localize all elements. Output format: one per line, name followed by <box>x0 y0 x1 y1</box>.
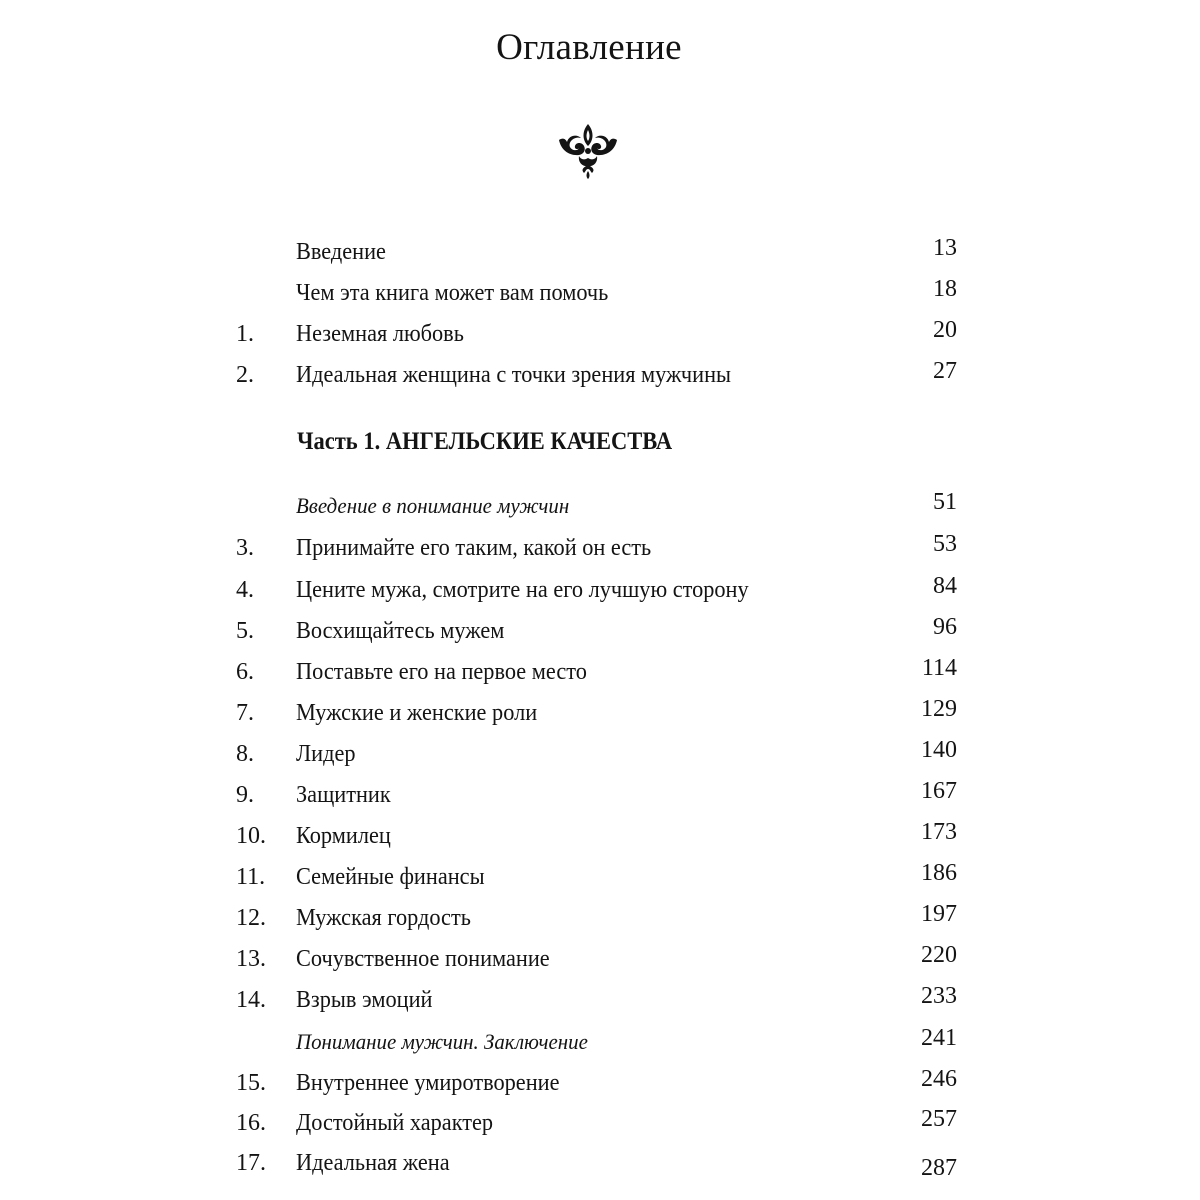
entry-page: 173 <box>921 819 957 845</box>
entry-page: 246 <box>921 1066 957 1092</box>
entry-title: Чем эта книга может вам помочь <box>296 280 609 306</box>
entry-title: Идеальная женщина с точки зрения мужчины <box>296 362 732 388</box>
entry-number: 4. <box>236 577 254 603</box>
entry-page: 18 <box>933 276 957 302</box>
entry-number: 8. <box>236 741 254 767</box>
entry-title: Введение в понимание мужчин <box>296 493 570 518</box>
entry-title: Поставьте его на первое место <box>296 659 587 685</box>
toc-entry[interactable] <box>0 1105 1200 1141</box>
toc-entry[interactable] <box>0 941 1200 977</box>
entry-page: 167 <box>921 778 957 804</box>
entry-page: 220 <box>921 942 957 968</box>
entry-title: Лидер <box>296 741 356 767</box>
entry-page: 140 <box>921 737 957 763</box>
entry-page: 51 <box>933 489 957 515</box>
toc-entry[interactable] <box>0 695 1200 731</box>
toc-entry[interactable] <box>0 859 1200 895</box>
entry-page: 129 <box>921 696 957 722</box>
toc-entry[interactable] <box>0 488 1200 524</box>
entry-number: 1. <box>236 321 254 347</box>
entry-title: Семейные финансы <box>296 864 485 890</box>
entry-title: Мужские и женские роли <box>296 700 538 726</box>
entry-page: 241 <box>921 1025 957 1051</box>
toc-entry[interactable] <box>0 654 1200 690</box>
part-heading[interactable]: Часть 1. АНГЕЛЬСКИЕ КАЧЕСТВА <box>297 428 673 455</box>
entry-number: 3. <box>236 535 254 561</box>
entry-number: 13. <box>236 946 266 972</box>
toc-entry[interactable] <box>0 982 1200 1018</box>
entry-page: 27 <box>933 358 957 384</box>
entry-page: 257 <box>921 1106 957 1132</box>
entry-number: 5. <box>236 618 254 644</box>
entry-title: Кормилец <box>296 823 391 849</box>
entry-title: Сочувственное понимание <box>296 946 550 972</box>
entry-page: 114 <box>921 655 957 681</box>
entry-title: Принимайте его таким, какой он есть <box>296 535 652 561</box>
entry-title: Внутреннее умиротворение <box>296 1070 560 1096</box>
toc-entry[interactable] <box>0 736 1200 772</box>
toc-entry[interactable] <box>0 316 1200 352</box>
entry-page: 13 <box>933 235 957 261</box>
entry-number: 17. <box>236 1150 266 1176</box>
entry-number: 7. <box>236 700 254 726</box>
entry-title: Достойный характер <box>296 1110 494 1136</box>
toc-entry[interactable] <box>0 530 1200 566</box>
entry-number: 15. <box>236 1070 266 1096</box>
entry-number: 16. <box>236 1110 266 1136</box>
entry-title: Мужская гордость <box>296 905 471 931</box>
entry-page: 53 <box>933 531 957 557</box>
entry-page: 197 <box>921 901 957 927</box>
toc-entry[interactable] <box>0 1065 1200 1101</box>
page-title: Оглавление <box>496 27 682 68</box>
entry-page: 287 <box>921 1155 957 1181</box>
entry-title: Защитник <box>296 782 391 808</box>
toc-entry[interactable] <box>0 234 1200 270</box>
toc-entry[interactable] <box>0 818 1200 854</box>
entry-title: Понимание мужчин. Заключение <box>296 1029 588 1054</box>
entry-title: Идеальная жена <box>296 1150 450 1176</box>
toc-entry[interactable] <box>0 613 1200 649</box>
entry-number: 12. <box>236 905 266 931</box>
entry-title: Неземная любовь <box>296 321 464 347</box>
toc-entry[interactable] <box>0 572 1200 608</box>
toc-entry[interactable] <box>0 275 1200 311</box>
entry-page: 233 <box>921 983 957 1009</box>
toc-entry[interactable] <box>0 900 1200 936</box>
toc-entry[interactable] <box>0 1145 1200 1181</box>
entry-page: 84 <box>933 573 957 599</box>
entry-number: 2. <box>236 362 254 388</box>
entry-number: 14. <box>236 987 266 1013</box>
entry-page: 186 <box>921 860 957 886</box>
entry-page: 96 <box>933 614 957 640</box>
entry-title: Восхищайтесь мужем <box>296 618 505 644</box>
entry-number: 9. <box>236 782 254 808</box>
toc-entry[interactable] <box>0 777 1200 813</box>
entry-page: 20 <box>933 317 957 343</box>
entry-title: Введение <box>296 239 386 265</box>
entry-number: 6. <box>236 659 254 685</box>
toc-entry[interactable] <box>0 357 1200 393</box>
entry-title: Цените мужа, смотрите на его лучшую сторону <box>296 577 749 603</box>
entry-title: Взрыв эмоций <box>296 987 433 1013</box>
toc-entry[interactable] <box>0 1024 1200 1060</box>
entry-number: 10. <box>236 823 266 849</box>
entry-number: 11. <box>236 864 266 890</box>
